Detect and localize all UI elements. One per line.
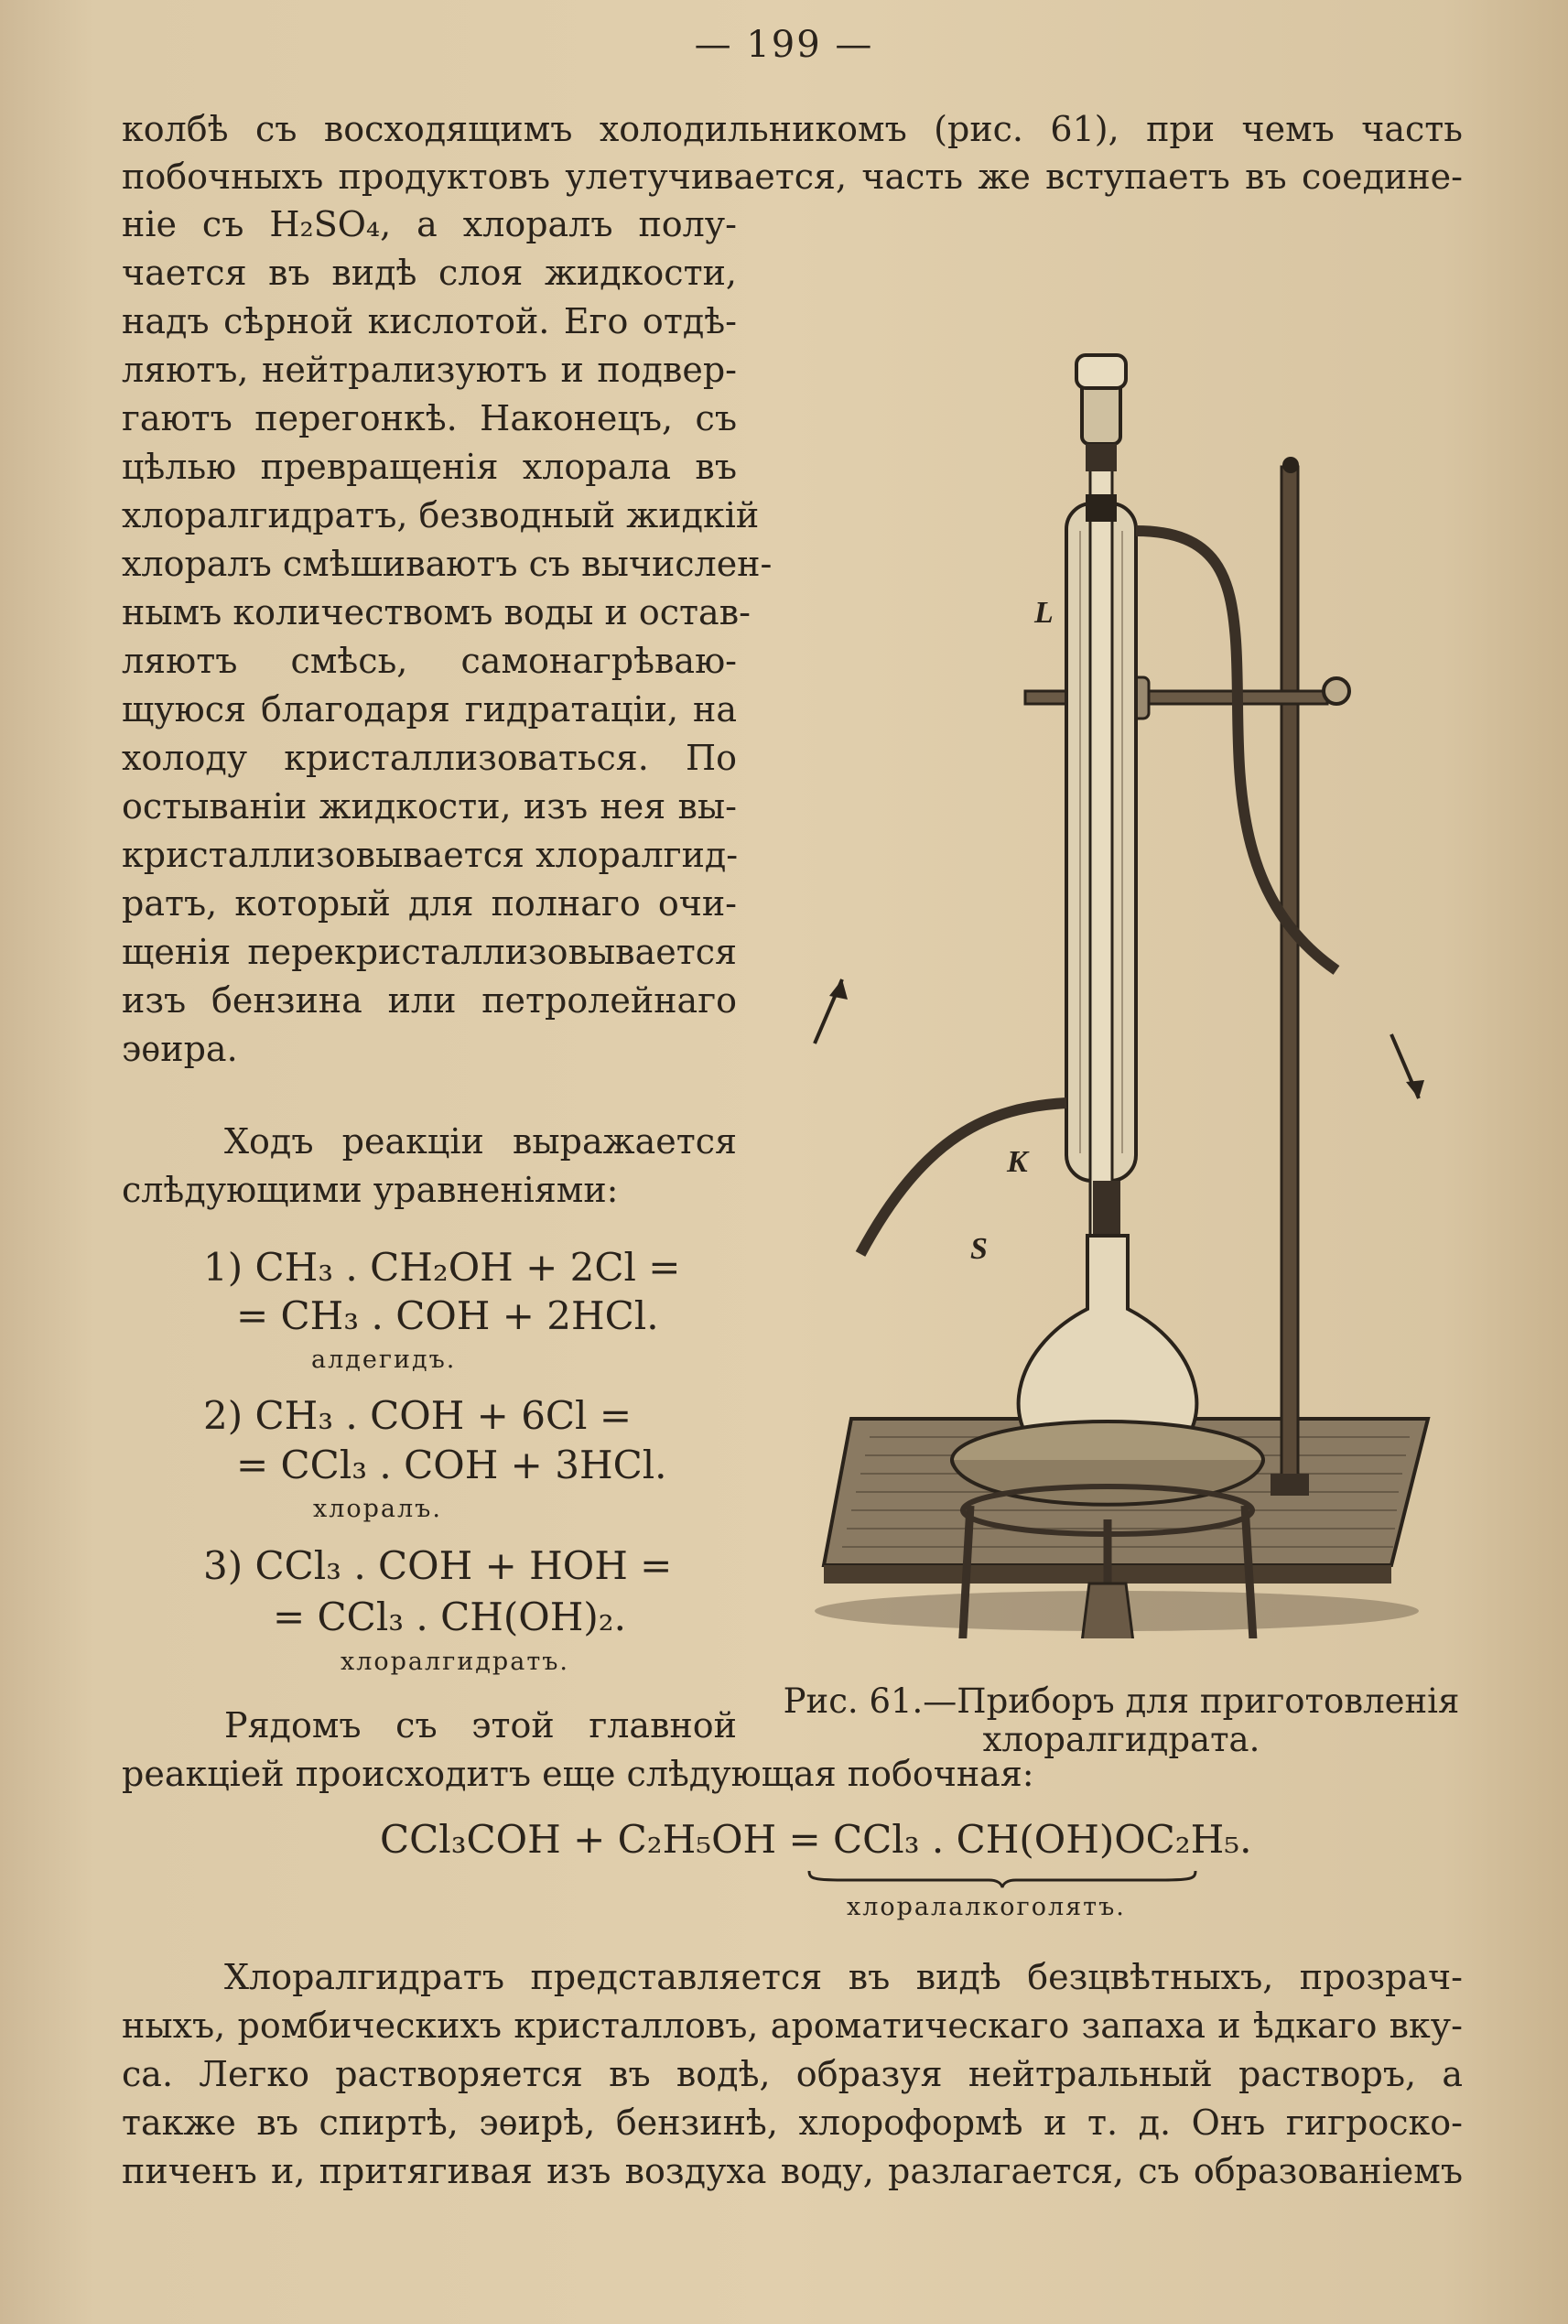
text-line: ратъ, который для полнаго очи- — [122, 883, 737, 924]
top-cap — [1076, 355, 1126, 388]
equation-2-line2: = CCl₃ . COH + 3HCl. — [236, 1443, 667, 1487]
text-line: ныхъ, ромбическихъ кристалловъ, ароматическаго запаха и ѣдкаго вку- — [122, 2005, 1463, 2046]
text-line: надъ сѣрной кислотой. Его отдѣ- — [122, 301, 737, 341]
text-line: ляютъ, нейтрализуютъ и подвер- — [122, 350, 737, 390]
text-line: хлоралгидратъ, безводный жидкій — [122, 495, 760, 535]
text-line: пиченъ и, притягивая изъ воздуха воду, разлагается, съ образованіемъ — [122, 2151, 1463, 2191]
text-line: изъ бензина или петролейнаго — [122, 980, 737, 1021]
flask-cork — [1093, 1181, 1120, 1236]
rod-tip — [1282, 457, 1299, 473]
text-line: Рядомъ съ этой главной — [224, 1705, 737, 1746]
underbrace — [806, 1869, 1199, 1889]
equation-1-line2: = CH₃ . COH + 2HCl. — [236, 1293, 659, 1338]
text-line: са. Легко растворяется въ водѣ, образуя нейтральный растворъ, а — [122, 2054, 1463, 2094]
label-K: K — [1007, 1145, 1028, 1179]
top-connector — [1086, 444, 1117, 471]
page-number: — 199 — — [694, 24, 874, 66]
burner-flame — [1080, 1584, 1135, 1638]
side-equation: CCl₃COH + C₂H₅OH = CCl₃ . CH(OH)OC₂H₅. — [380, 1817, 1252, 1862]
caption-line-1: Рис. 61.—Приборъ для приготовленія — [783, 1681, 1460, 1721]
condenser-inner-tube — [1090, 412, 1112, 1291]
text-line: кристаллизовывается хлоралгид- — [122, 835, 739, 875]
top-cork — [1086, 494, 1117, 522]
equation-2-line1: 2) CH₃ . COH + 6Cl = — [203, 1393, 633, 1438]
label-L: L — [1034, 596, 1054, 630]
text-line: цѣлью превращенія хлорала въ — [122, 447, 737, 487]
text-line: Ходъ реакціи выражается — [224, 1121, 737, 1162]
outlet-arrowhead — [1406, 1080, 1424, 1098]
text-line: также въ спиртѣ, эѳирѣ, бензинѣ, хлороформѣ и т. д. Онъ гигроско- — [122, 2102, 1463, 2143]
side-equation-label: хлоралалкоголятъ. — [847, 1893, 1126, 1921]
text-line: холоду кристаллизоваться. По — [122, 738, 737, 778]
text-line: чается въ видѣ слоя жидкости, — [122, 253, 737, 293]
text-line: щенія перекристаллизовывается — [122, 932, 737, 972]
text-line: Хлоралгидратъ представляется въ видѣ безцвѣтныхъ, прозрач- — [224, 1957, 1463, 1997]
text-line: нымъ количествомъ воды и остав- — [122, 592, 751, 632]
text-line: реакціей происходитъ еще слѣдующая побочная: — [122, 1754, 1034, 1794]
rod-foot — [1271, 1474, 1309, 1496]
text-line: эѳира. — [122, 1029, 238, 1069]
inlet-hose — [860, 1103, 1066, 1254]
text-line: побочныхъ продуктовъ улетучивается, часть же вступаетъ въ соедине- — [122, 157, 1463, 197]
text-line: щуюся благодаря гидратаціи, на — [122, 689, 737, 730]
caption-line-2: хлоралгидрата. — [982, 1720, 1260, 1759]
equation-3-line1: 3) CCl₃ . COH + HOH = — [203, 1543, 673, 1588]
text-line: ніе съ H₂SO₄, а хлоралъ полу- — [122, 204, 737, 244]
clamp-screw — [1324, 678, 1349, 704]
equation-1-line1: 1) CH₃ . CH₂OH + 2Cl = — [203, 1245, 681, 1290]
text-line: хлоралъ смѣшиваютъ съ вычислен- — [122, 544, 773, 584]
inlet-arrowhead — [829, 979, 848, 1000]
label-S: S — [970, 1232, 988, 1266]
equation-2-label: хлоралъ. — [313, 1495, 442, 1523]
equation-3-label: хлоралгидратъ. — [341, 1648, 570, 1676]
equation-3-line2: = CCl₃ . CH(OH)₂. — [273, 1594, 626, 1639]
text-line: слѣдующими уравненіями: — [122, 1170, 619, 1210]
stand-rod — [1281, 467, 1298, 1483]
figure-caption — [783, 1682, 1460, 1759]
text-line: колбѣ съ восходящимъ холодильникомъ (рис. 61), при чемъ часть — [122, 109, 1463, 149]
equation-1-label: алдегидъ. — [311, 1346, 457, 1374]
text-line: ляютъ смѣсь, самонагрѣваю- — [122, 641, 737, 681]
text-line: гаютъ перегонкѣ. Наконецъ, съ — [122, 398, 737, 438]
text-line: остываніи жидкости, изъ нея вы- — [122, 786, 737, 827]
apparatus-illustration — [787, 229, 1465, 1638]
outlet-hose — [1136, 531, 1336, 970]
